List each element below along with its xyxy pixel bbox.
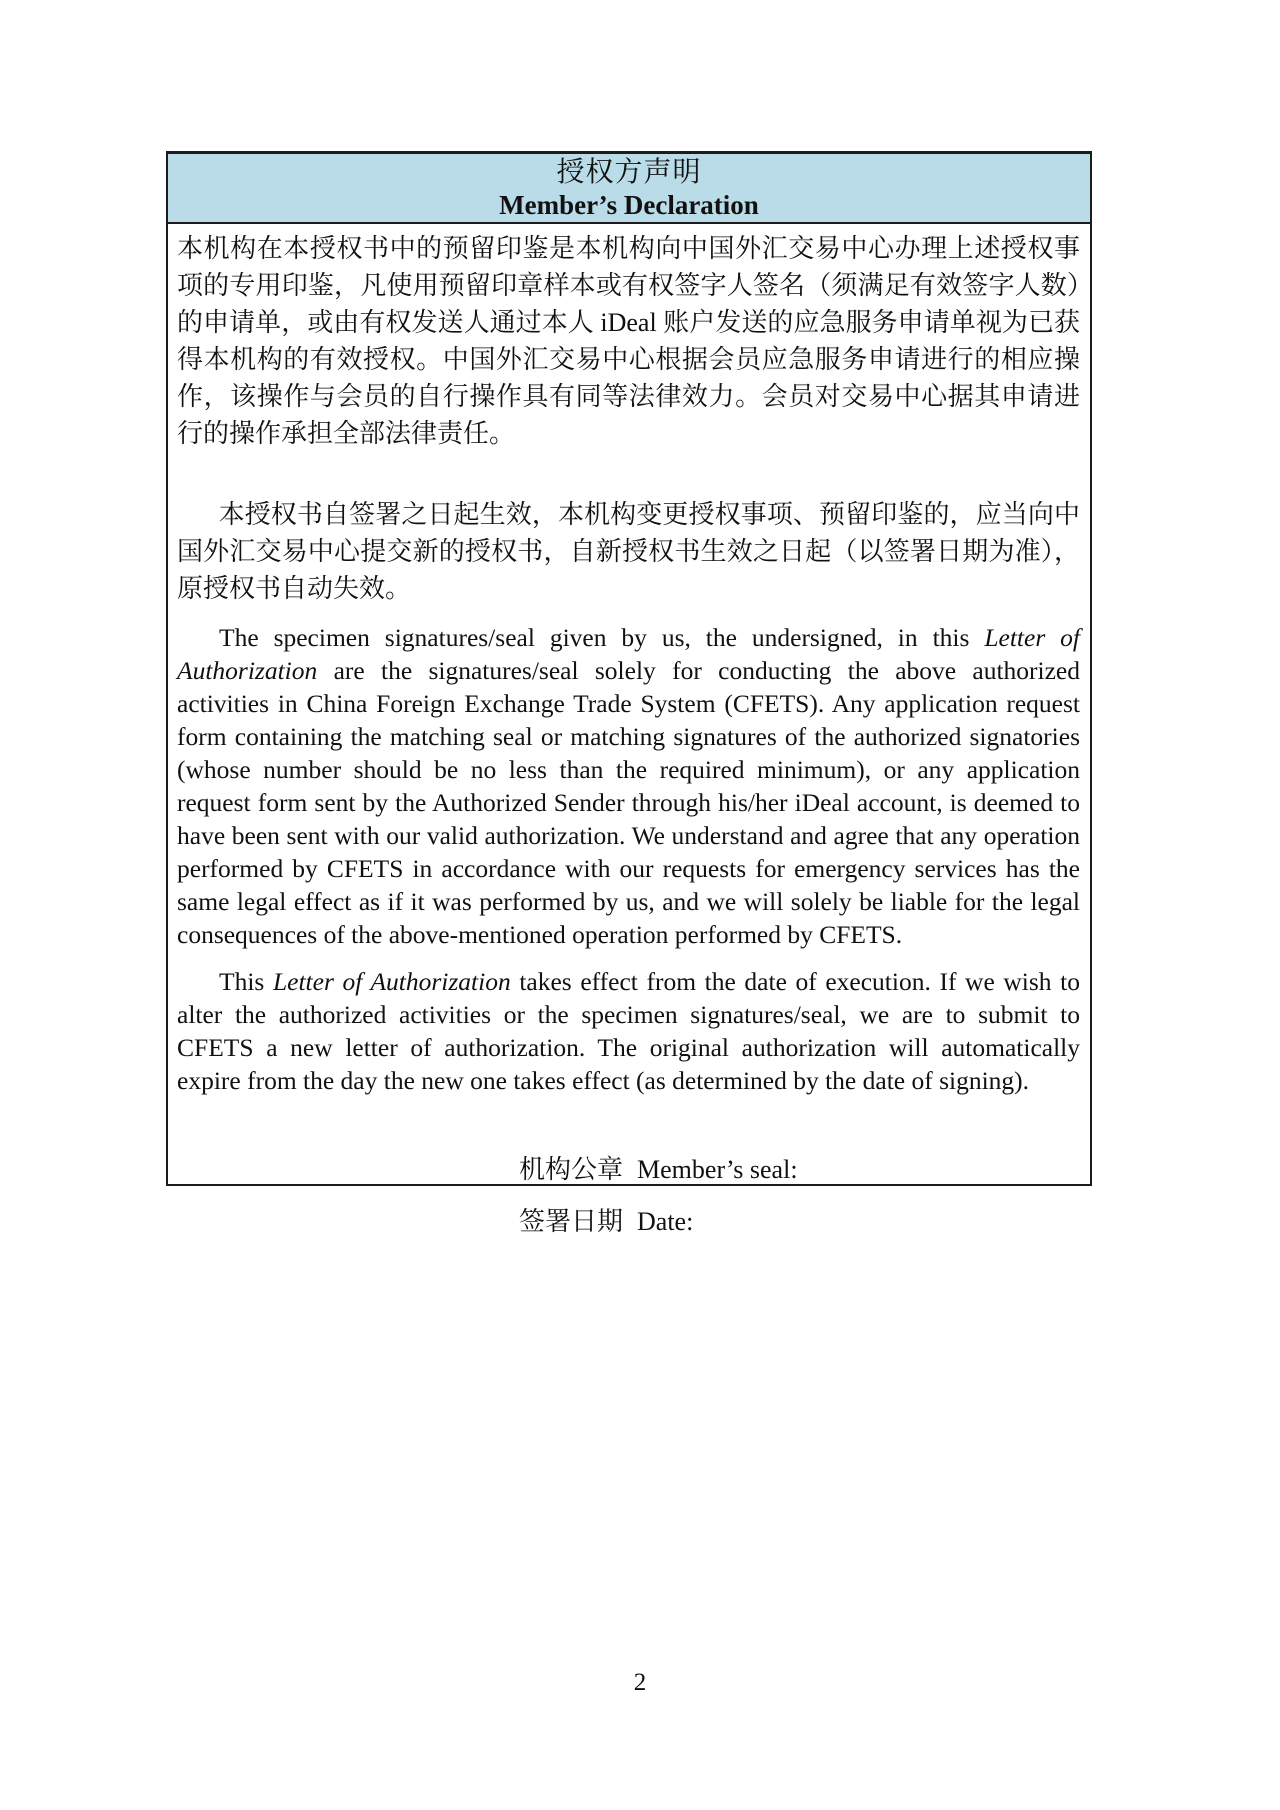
page-number: 2 <box>633 1669 647 1696</box>
declaration-body <box>168 224 1090 1236</box>
en-paragraph-2-pre: This <box>219 967 273 996</box>
member-declaration-table <box>166 151 1092 1236</box>
declaration-header <box>168 154 1090 224</box>
en-paragraph-2-italic: Letter of Authorization <box>272 967 511 996</box>
zh-paragraph-2: 本授权书自签署之日起生效，本机构变更授权事项、预留印鉴的，应当向中国外汇交易中心提交新的授权书，自新授权书生效之日起（以签署日期为准），原授权书自动失效。 <box>177 500 1080 603</box>
date-line <box>519 1207 1080 1237</box>
member-seal-line <box>519 1155 1080 1185</box>
en-paragraph-2-post: takes effect from the date of execution. If we wish to alter the authorized activities or the specimen signatures/seal, we are to submit to CFETS a new letter of authorization. The original authorization will automatically expire from the day the new one takes effect (as determined by the date of signing). <box>177 967 1080 1095</box>
date-label-zh: 签署日期 <box>519 1207 624 1236</box>
en-paragraph-1 <box>177 621 1080 951</box>
en-paragraph-2 <box>177 965 1080 1097</box>
signature-block <box>519 1155 1080 1237</box>
zh-paragraph-1: 本机构在本授权书中的预留印鉴是本机构向中国外汇交易中心办理上述授权事项的专用印鉴，凡使用预留印章样本或有权签字人签名（须满足有效签字人数）的申请单，或由有权发送人通过本人 iDeal 账户发送的应急服务申请单视为已获得本机构的有效授权。中国外汇交易中心根据会员应急服务申请进行的相应操作，该操作与会员的自行操作具有同等法律效力。会员对交易中心据其申请进行的操作承担全部法律责任。 <box>177 234 1080 448</box>
en-paragraph-1-post: are the signatures/seal solely for conducting the above authorized activities in China Foreign Exchange Trade System (CFETS). Any application request form containing the matching seal or matching signatures of the authorized signatories (whose number should be no less than the required minimum), or any application request form sent by the Authorized Sender through his/her iDeal account, is deemed to have been sent with our valid authorization. We understand and agree that any operation performed by CFETS in accordance with our requests for emergency services has the same legal effect as if it was performed by us, and we will solely be liable for the legal consequences of the above-mentioned operation performed by CFETS. <box>177 656 1080 949</box>
declaration-title-en: Member’s Declaration <box>499 189 759 220</box>
en-paragraph-1-italic: Letter of Authorization <box>177 623 1080 685</box>
declaration-title-zh: 授权方声明 <box>556 156 702 188</box>
date-label-en: Date: <box>637 1207 694 1236</box>
member-seal-label-zh: 机构公章 <box>519 1155 624 1184</box>
member-seal-label-en: Member’s seal: <box>637 1155 798 1184</box>
en-paragraph-1-pre: The specimen signatures/seal given by us, the undersigned, in this <box>219 623 985 652</box>
